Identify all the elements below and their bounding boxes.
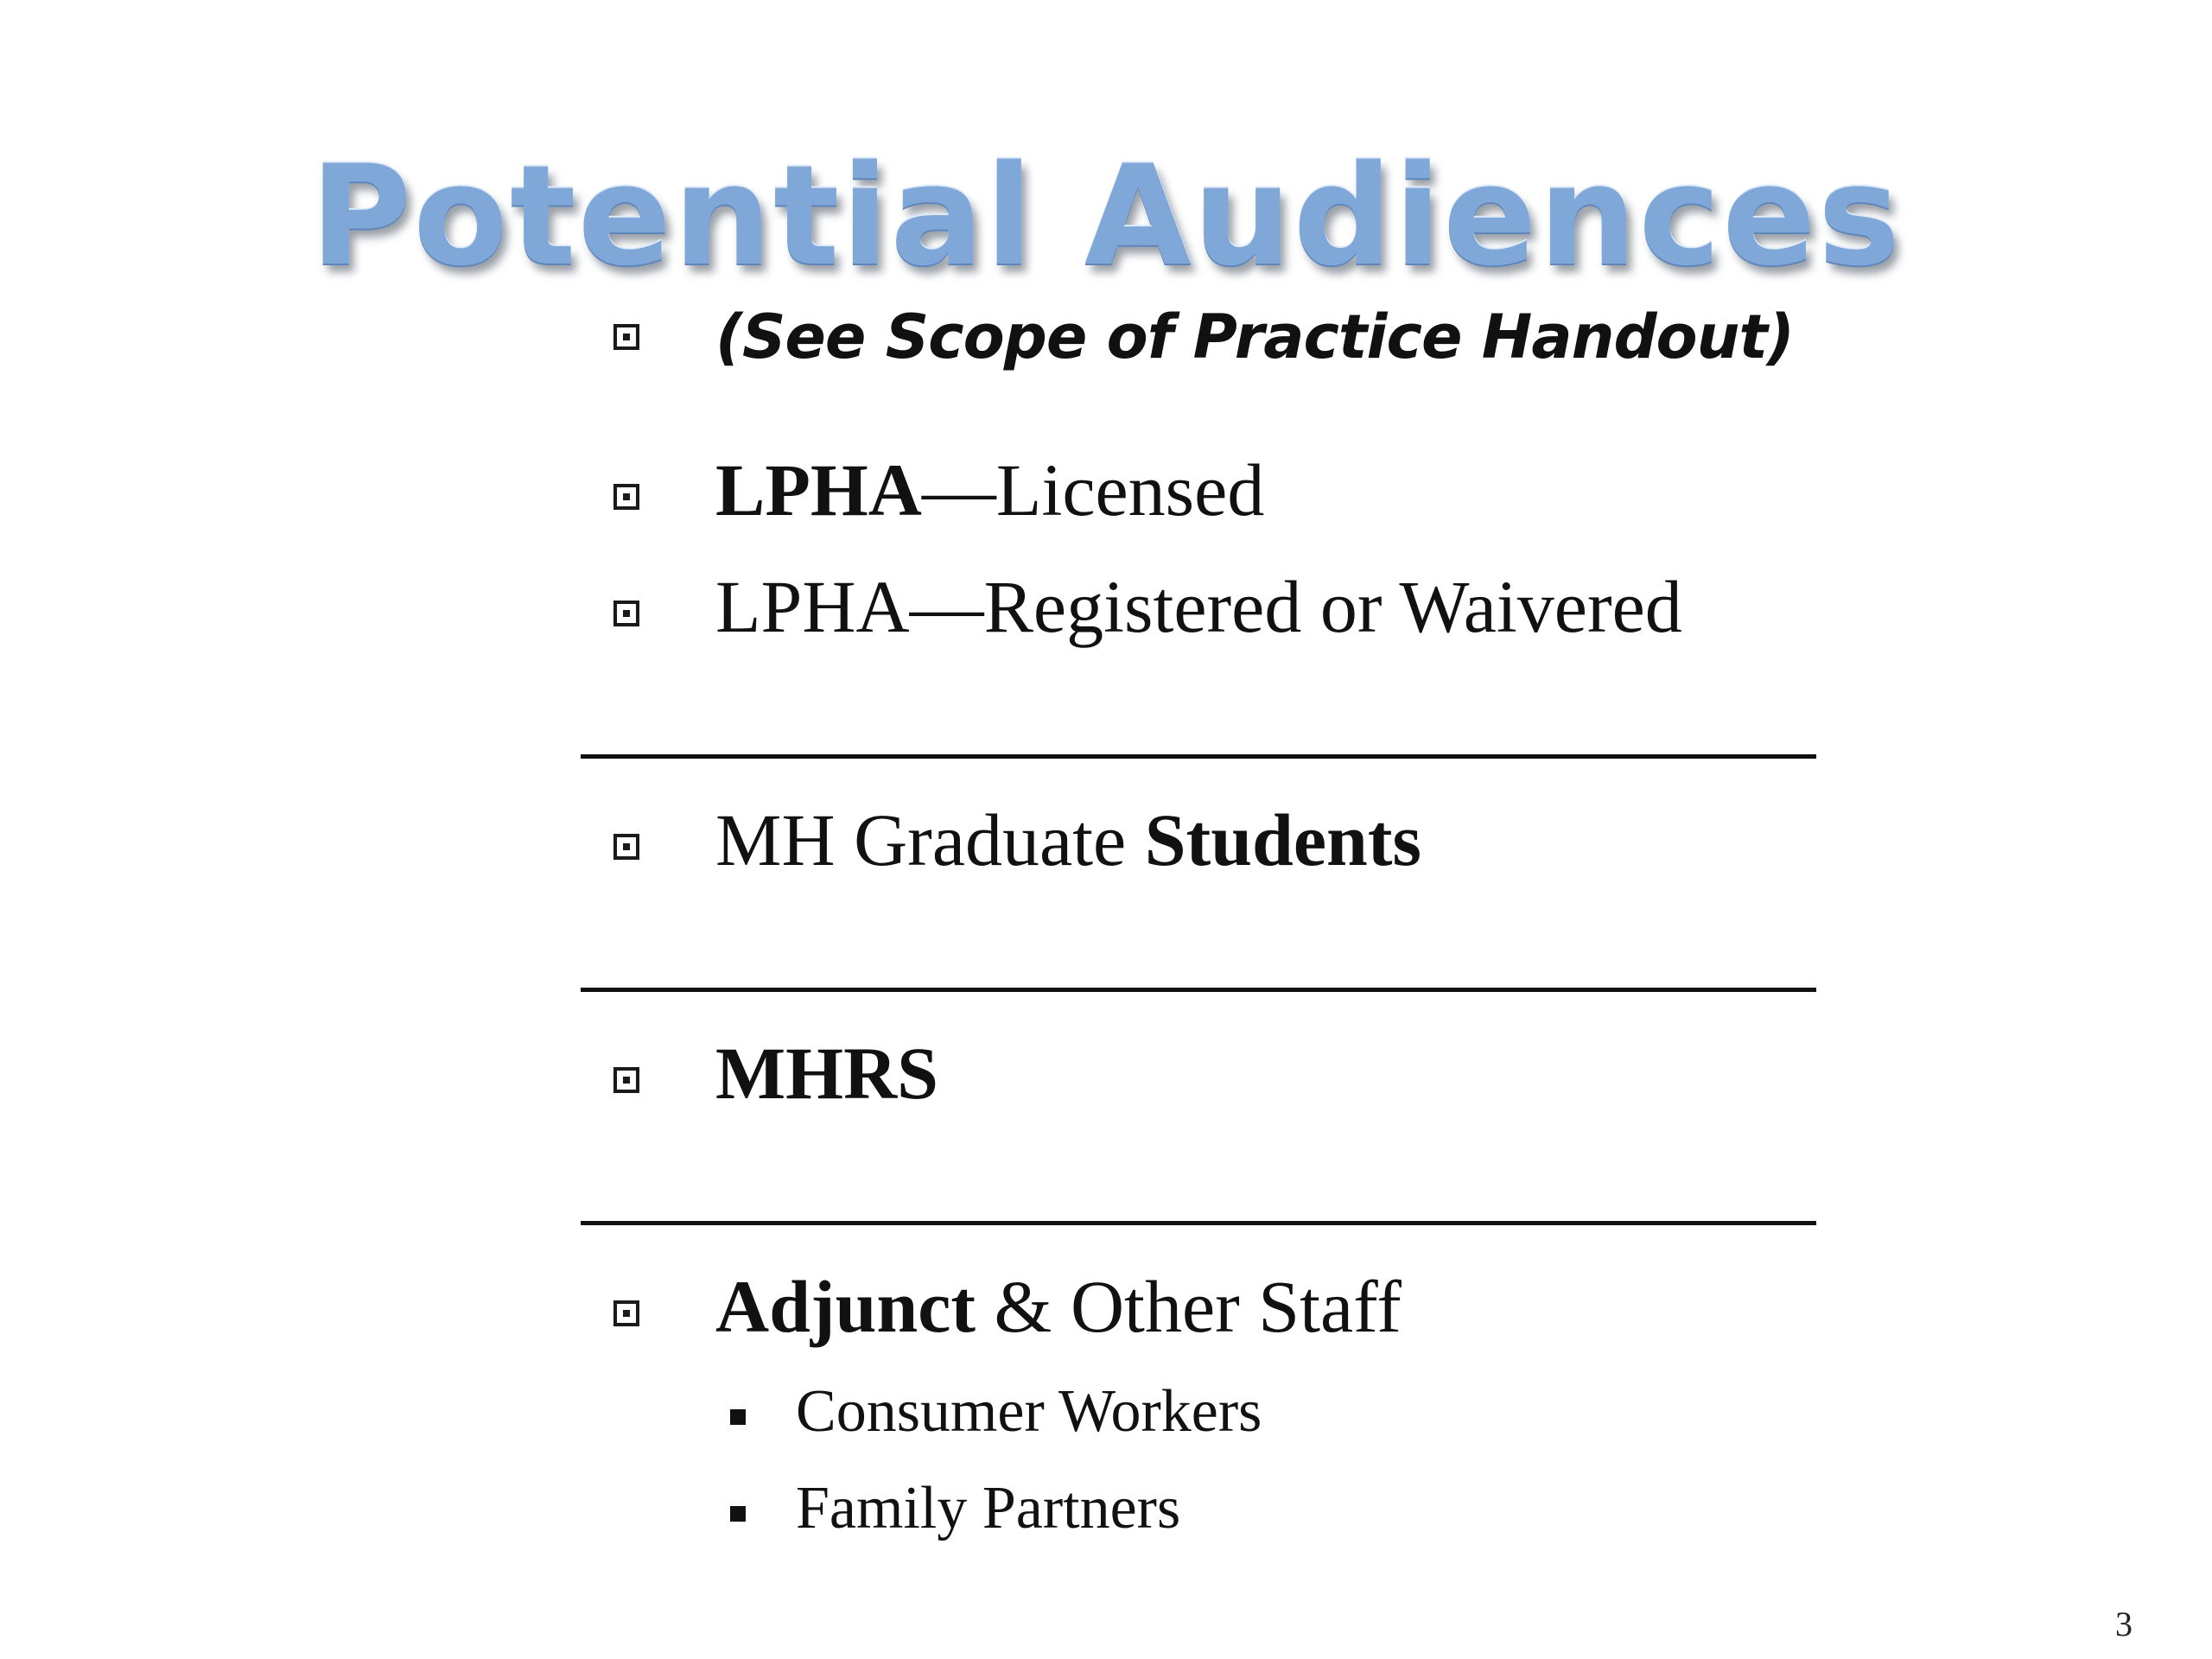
divider-line xyxy=(581,754,1816,759)
normal-text: & Other Staff xyxy=(976,1265,1402,1348)
bullet-text: (See Scope of Practice Handout) xyxy=(715,302,1794,372)
sub-item-text: Family Partners xyxy=(796,1475,1181,1541)
filled-square-bullet-icon xyxy=(730,1506,746,1522)
square-bullet-icon xyxy=(613,834,639,860)
page-number: 3 xyxy=(2115,1605,2133,1643)
normal-text: MH Graduate xyxy=(715,798,1145,881)
bold-text: LPHA xyxy=(715,448,922,531)
sub-item-text: Consumer Workers xyxy=(796,1378,1262,1445)
bold-text: Adjunct xyxy=(715,1265,976,1348)
slide-title: Potential Audiences xyxy=(309,135,1903,296)
square-bullet-icon xyxy=(613,1067,639,1093)
square-bullet-icon xyxy=(613,484,639,510)
square-bullet-icon xyxy=(613,324,639,350)
bullet-text: MHRS xyxy=(715,1032,938,1115)
bullet-text xyxy=(715,797,1421,883)
bullet-text xyxy=(715,1263,1402,1350)
bullet-text: LPHA—Registered or Waivered xyxy=(715,565,1682,648)
square-bullet-icon xyxy=(613,1300,639,1326)
normal-text: —Licensed xyxy=(921,448,1265,531)
bullet-text xyxy=(715,447,1264,533)
divider-line xyxy=(581,1221,1816,1225)
bold-text: Students xyxy=(1144,798,1421,881)
square-bullet-icon xyxy=(613,601,639,626)
divider-line xyxy=(581,988,1816,992)
filled-square-bullet-icon xyxy=(730,1409,746,1425)
